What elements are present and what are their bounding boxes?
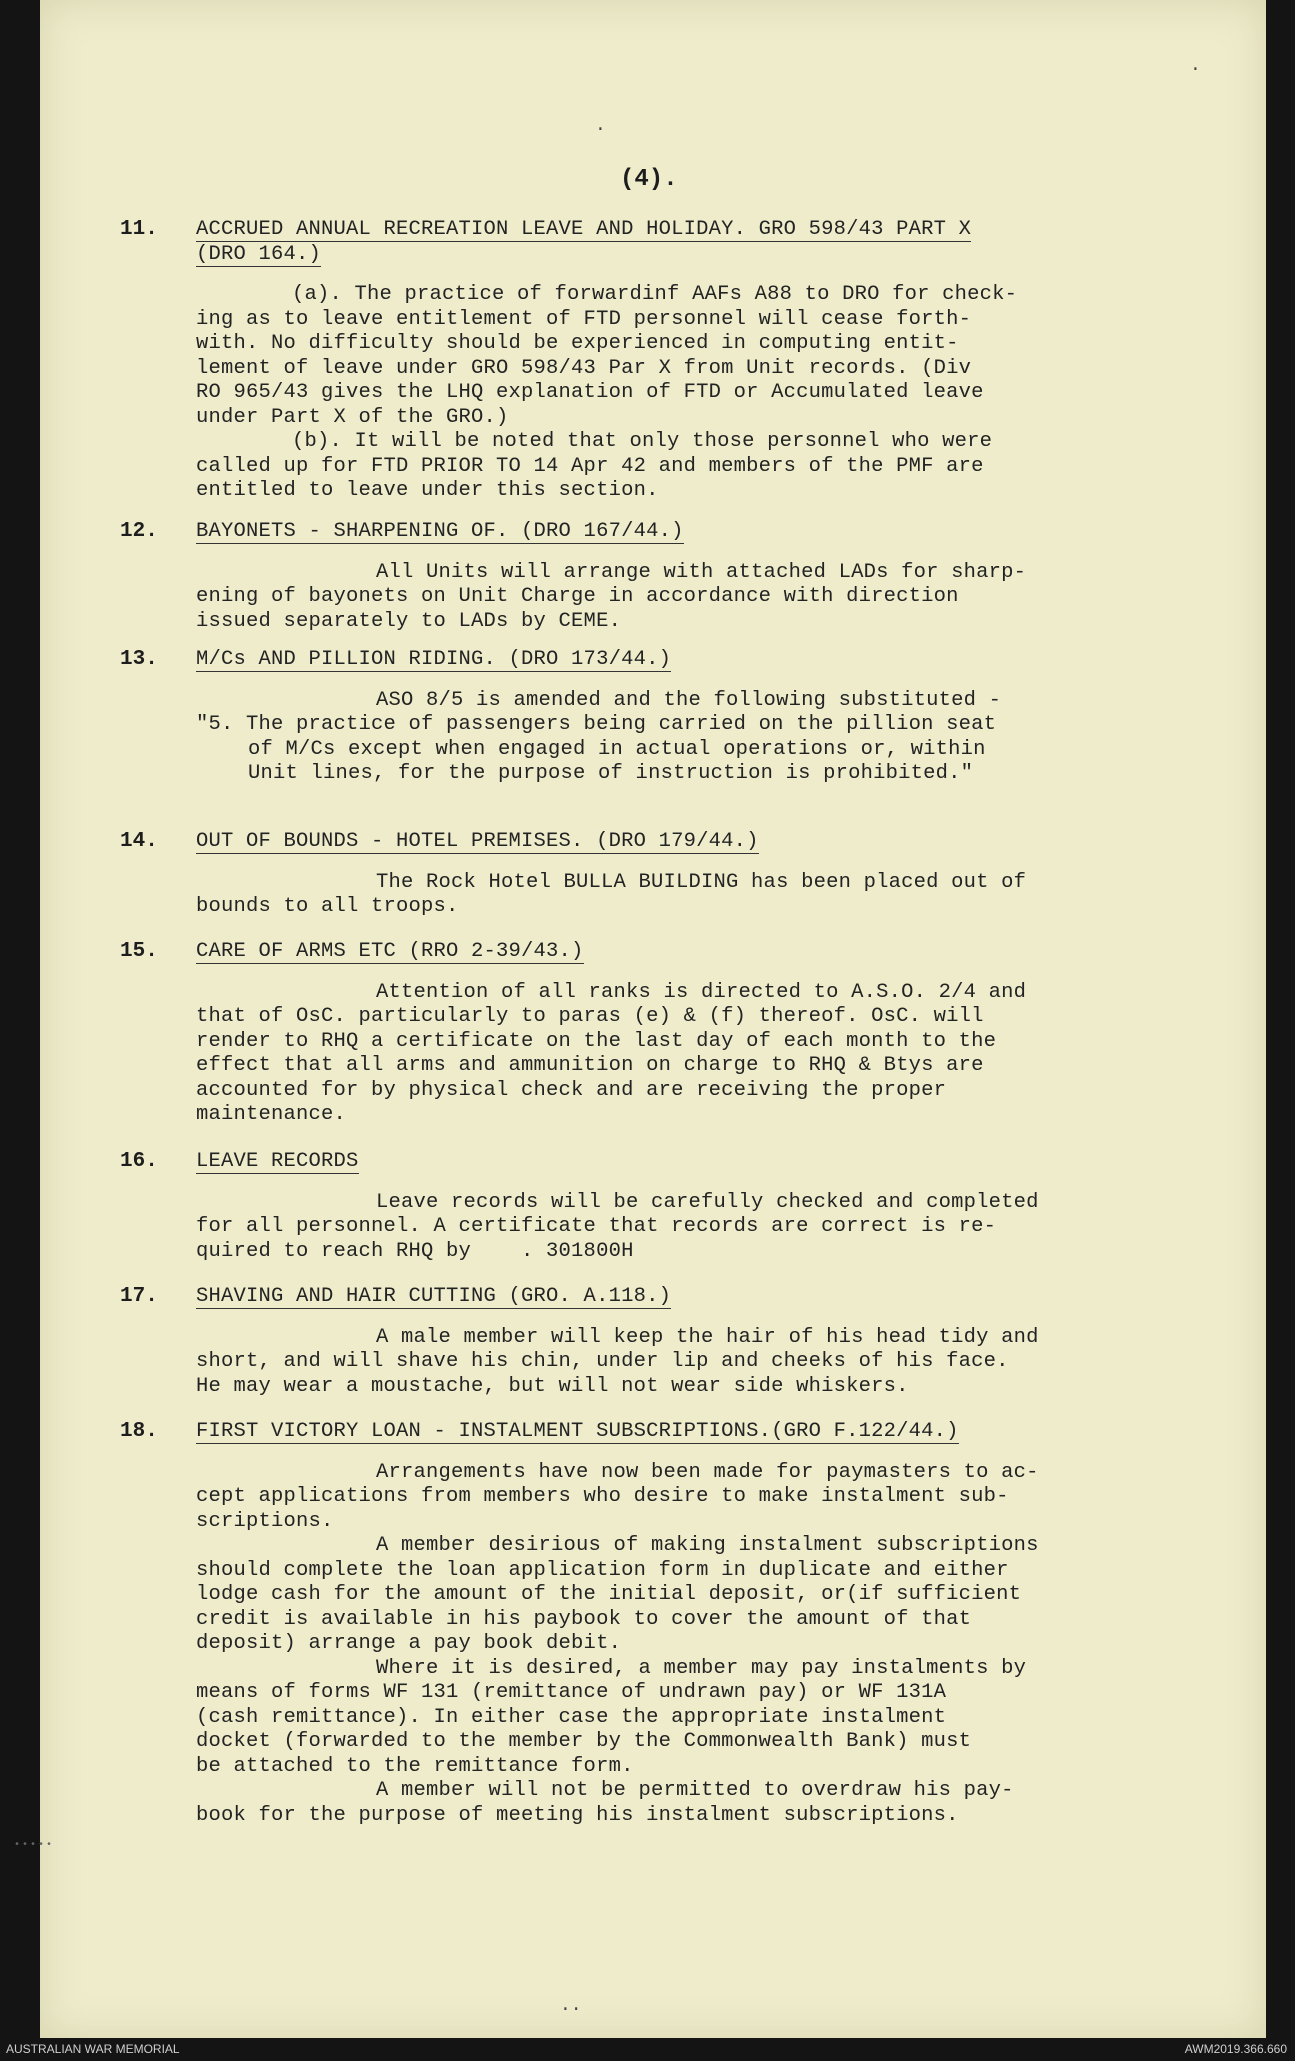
section-heading: M/Cs AND PILLION RIDING. (DRO 173/44.): [196, 648, 672, 671]
archive-stamp: •••••: [14, 1840, 55, 1851]
body-text-line: issued separately to LADs by CEME.: [196, 609, 622, 633]
body-text-line: docket (forwarded to the member by the Commonwealth Bank) must: [196, 1730, 972, 1753]
body-text-line: maintenance.: [196, 1103, 347, 1126]
body-text-line: Leave records will be carefully checked and completed: [376, 1190, 1039, 1214]
body-text-line: ening of bayonets on Unit Charge in accordance with direction: [196, 585, 959, 608]
paper-mark: ·: [595, 120, 606, 140]
body-text-line: All Units will arrange with attached LADs for sharp-: [376, 560, 1027, 584]
body-text-line: Attention of all ranks is directed to A.S.O. 2/4 and: [376, 980, 1027, 1004]
paper-mark: ·: [1190, 60, 1201, 80]
body-text-line: be attached to the remittance form.: [196, 1754, 634, 1778]
body-text-line: (cash remittance). In either case the appropriate instalment: [196, 1705, 947, 1729]
body-text-line: RO 965/43 gives the LHQ explanation of FTD or Accumulated leave: [196, 381, 984, 404]
body-text-line: with. No difficulty should be experienced in computing entit-: [196, 332, 959, 355]
body-text-line: means of forms WF 131 (remittance of undrawn pay) or WF 131A: [196, 1681, 947, 1704]
section-number: 17.: [120, 1285, 158, 1308]
body-text-line: bounds to all troops.: [196, 895, 459, 918]
body-text-line: scriptions.: [196, 1509, 334, 1533]
body-text-line: entitled to leave under this section.: [196, 479, 659, 502]
body-text-line: ing as to leave entitlement of FTD personnel will cease forth-: [196, 307, 972, 331]
body-text-line: credit is available in his paybook to cover the amount of that: [196, 1607, 972, 1631]
section-number: 13.: [120, 648, 158, 671]
body-text-line: (b). It will be noted that only those personnel who were: [292, 430, 993, 453]
body-text-line: under Part X of the GRO.): [196, 405, 509, 429]
paper-mark: ··: [560, 2000, 582, 2020]
body-text-line: cept applications from members who desire to make instalment sub-: [196, 1485, 1009, 1508]
body-text-line: quired to reach RHQ by . 301800H: [196, 1239, 634, 1263]
footer-right: AWM2019.366.660: [1184, 2042, 1287, 2056]
body-text-line: book for the purpose of meeting his instalment subscriptions.: [196, 1803, 959, 1827]
body-text-line: Unit lines, for the purpose of instruction is prohibited.": [248, 762, 974, 785]
section-heading: LEAVE RECORDS: [196, 1150, 359, 1173]
body-text-line: of M/Cs except when engaged in actual operations or, within: [248, 737, 986, 761]
body-text-line: called up for FTD PRIOR TO 14 Apr 42 and members of the PMF are: [196, 454, 984, 478]
body-text-line: Arrangements have now been made for paymasters to ac-: [376, 1460, 1039, 1484]
section-heading: FIRST VICTORY LOAN - INSTALMENT SUBSCRIPTIONS.(GRO F.122/44.): [196, 1420, 959, 1443]
section-heading: BAYONETS - SHARPENING OF. (DRO 167/44.): [196, 520, 684, 543]
body-text-line: should complete the loan application form in duplicate and either: [196, 1558, 1009, 1582]
section-heading: CARE OF ARMS ETC (RRO 2-39/43.): [196, 940, 584, 963]
section-number: 14.: [120, 830, 158, 853]
body-text-line: Where it is desired, a member may pay instalments by: [376, 1656, 1027, 1680]
section-number: 15.: [120, 940, 158, 963]
page-number: (4).: [620, 166, 678, 193]
body-text-line: accounted for by physical check and are receiving the proper: [196, 1078, 947, 1102]
section-heading: OUT OF BOUNDS - HOTEL PREMISES. (DRO 179/44.): [196, 830, 759, 853]
body-text-line: for all personnel. A certificate that records are correct is re-: [196, 1215, 997, 1238]
body-text-line: deposit) arrange a pay book debit.: [196, 1632, 622, 1655]
body-text-line: short, and will shave his chin, under lip and cheeks of his face.: [196, 1350, 1009, 1373]
body-text-line: (a). The practice of forwardinf AAFs A88 to DRO for check-: [292, 283, 1018, 306]
body-text-line: A member will not be permitted to overdraw his pay-: [376, 1779, 1014, 1802]
body-text-line: effect that all arms and ammunition on charge to RHQ & Btys are: [196, 1054, 984, 1077]
document-page: [40, 0, 1266, 2038]
section-number: 18.: [120, 1420, 158, 1443]
body-text-line: that of OsC. particularly to paras (e) & (f) thereof. OsC. will: [196, 1005, 984, 1028]
section-heading: (DRO 164.): [196, 242, 322, 266]
footer-left: AUSTRALIAN WAR MEMORIAL: [6, 2042, 180, 2056]
body-text-line: A male member will keep the hair of his head tidy and: [376, 1325, 1039, 1349]
body-text-line: He may wear a moustache, but will not wear side whiskers.: [196, 1374, 909, 1398]
body-text-line: "5. The practice of passengers being carried on the pillion seat: [196, 713, 997, 736]
body-text-line: The Rock Hotel BULLA BUILDING has been placed out of: [376, 870, 1027, 894]
section-number: 11.: [120, 218, 158, 241]
section-heading: SHAVING AND HAIR CUTTING (GRO. A.118.): [196, 1285, 672, 1308]
section-number: 16.: [120, 1150, 158, 1173]
body-text-line: lement of leave under GRO 598/43 Par X from Unit records. (Div: [196, 356, 972, 380]
body-text-line: ASO 8/5 is amended and the following substituted -: [376, 688, 1002, 712]
body-text-line: lodge cash for the amount of the initial deposit, or(if sufficient: [196, 1583, 1022, 1606]
section-heading: ACCRUED ANNUAL RECREATION LEAVE AND HOLIDAY. GRO 598/43 PART X: [196, 218, 972, 241]
body-text-line: render to RHQ a certificate on the last day of each month to the: [196, 1029, 997, 1053]
body-text-line: A member desirious of making instalment subscriptions: [376, 1534, 1039, 1557]
section-number: 12.: [120, 520, 158, 543]
